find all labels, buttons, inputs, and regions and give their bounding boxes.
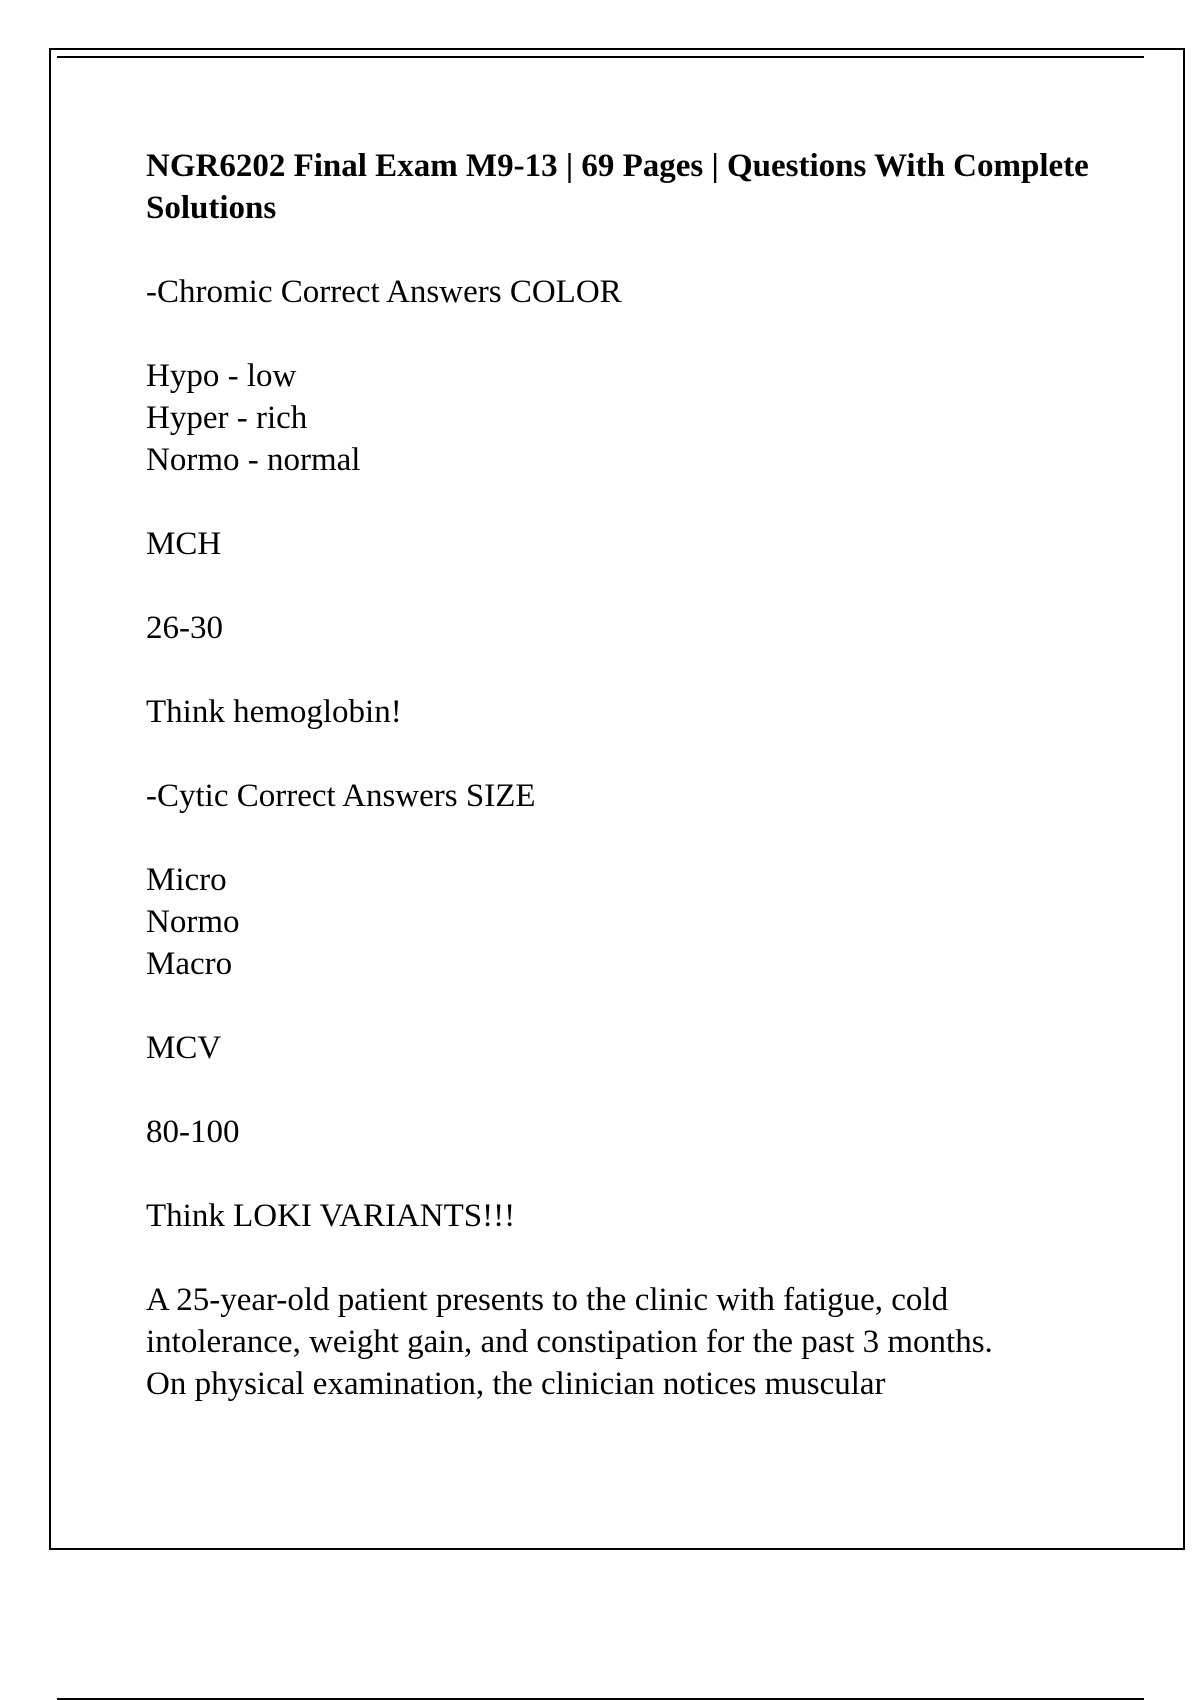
text-line: MCH [146,526,222,562]
text-line: Hypo - low [146,358,297,394]
text-line: Micro [146,862,227,898]
text-line: 80-100 [146,1114,240,1150]
paragraph-mcv-range [146,1111,1106,1153]
paragraph-mch-range [146,607,1106,649]
paragraph-cytic [146,775,1106,817]
paragraph-loki [146,1195,1106,1237]
text-line: Normo [146,904,240,940]
text-line: -Chromic Correct Answers COLOR [146,274,622,310]
text-line: MCV [146,1030,222,1066]
document-body [146,145,1106,1447]
text-line: Normo - normal [146,442,361,478]
document-title: NGR6202 Final Exam M9-13 | 69 Pages | Questions With Complete Solutions [146,148,1089,226]
top-rule [57,56,1144,58]
paragraph-mch [146,523,1106,565]
text-line: Macro [146,946,233,982]
paragraph-chromic-terms [146,355,1106,481]
text-line: Hyper - rich [146,400,308,436]
text-line: Think hemoglobin! [146,694,402,730]
paragraph-chromic [146,271,1106,313]
text-line: 26-30 [146,610,223,646]
text-line: On physical examination, the clinician notices muscular [146,1366,886,1402]
paragraph-cytic-terms [146,859,1106,985]
paragraph-mcv [146,1027,1106,1069]
text-line: Think LOKI VARIANTS!!! [146,1198,516,1234]
text-line: -Cytic Correct Answers SIZE [146,778,536,814]
text-line: A 25-year-old patient presents to the clinic with fatigue, cold [146,1282,949,1318]
text-line: intolerance, weight gain, and constipation for the past 3 months. [146,1324,993,1360]
paragraph-hemoglobin [146,691,1106,733]
paragraph-case [146,1279,1106,1405]
